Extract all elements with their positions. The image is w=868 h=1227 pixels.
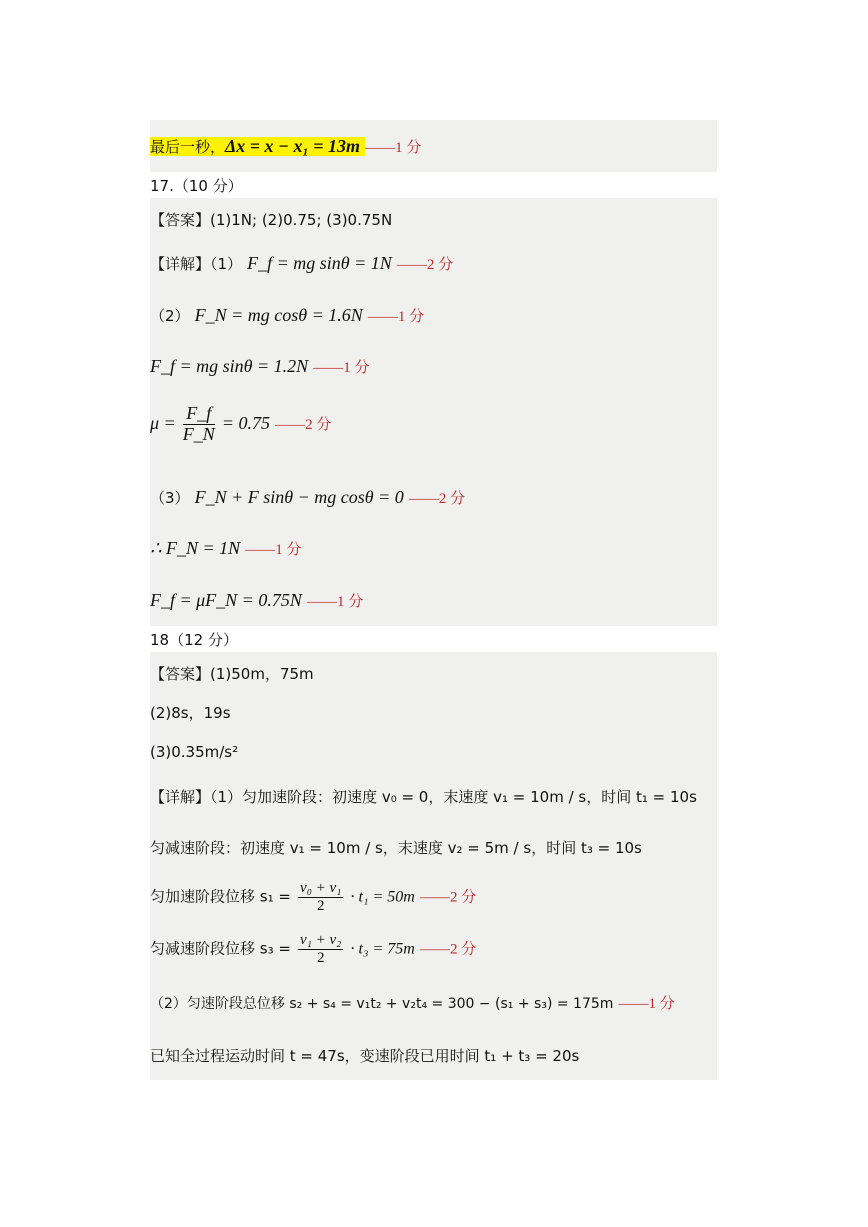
score-mark: ——1 分 (245, 542, 302, 558)
q18-detail-1: 【详解】（1）匀加速阶段：初速度 v₀ = 0，末速度 v₁ = 10m / s，时间 t₁ = 10s (150, 788, 697, 806)
score-mark: ——1 分 (618, 996, 675, 1012)
fraction-numerator: F_f (183, 404, 215, 425)
q17-detail-1-formula: F_f = mg sinθ = 1N (247, 253, 392, 273)
fraction-numerator: v₁ + v₂ (300, 932, 342, 948)
q17-detail-1-prefix: 【详解】（1） (150, 255, 243, 273)
q18-detail-3-result: · t₁ = 50m (350, 888, 415, 906)
q17-detail-6 (150, 538, 301, 560)
q18-header: 18（12 分） (150, 631, 238, 649)
decel-velocity-fraction (298, 932, 343, 966)
score-mark: ——1 分 (306, 594, 364, 610)
q18-detail-2: 匀减速阶段：初速度 v₁ = 10m / s，末速度 v₂ = 5m / s，时间 t₃ = 10s (150, 839, 642, 857)
q17-detail-2-formula: F_N = mg cosθ = 1.6N (194, 305, 363, 325)
q17-answer: 【答案】(1)1N; (2)0.75; (3)0.75N (150, 211, 393, 229)
q18-detail-4 (150, 932, 476, 966)
accel-velocity-fraction (298, 880, 343, 914)
q17-detail-4 (150, 404, 331, 445)
q17-detail-2-prefix: （2） (150, 307, 190, 325)
q17-detail-6-formula: ∴ F_N = 1N (150, 538, 241, 558)
q17-detail-3-formula: F_f = mg sinθ = 1.2N (150, 356, 309, 376)
score-mark: ——2 分 (408, 491, 466, 507)
score-mark: ——1 分 (365, 140, 422, 156)
q18-detail-3-prefix: 匀加速阶段位移 s₁ = (150, 887, 291, 906)
q18-detail-6: 已知全过程运动时间 t = 47s，变速阶段已用时间 t₁ + t₃ = 20s (150, 1047, 580, 1065)
q17-detail-5 (150, 487, 465, 509)
q18-detail-4-result: · t₃ = 75m (350, 940, 415, 958)
fraction-denominator: F_N (182, 423, 215, 444)
q17-detail-5-prefix: （3） (150, 489, 190, 507)
q18-answer-3: (3)0.35m/s² (150, 743, 239, 761)
friction-ratio-fraction (183, 404, 215, 445)
fraction-numerator: v₀ + v₁ (300, 880, 342, 896)
q18-answer-1: 【答案】(1)50m，75m (150, 665, 314, 683)
q18-detail-5-text: （2）匀速阶段总位移 s₂ + s₄ = v₁t₂ + v₂t₄ = 300 − (s₁ + s₃) = 175m (150, 996, 614, 1012)
score-mark: ——2 分 (419, 889, 477, 906)
last-second-line (150, 136, 421, 158)
fraction-denominator: 2 (316, 949, 325, 966)
q17-header: 17.（10 分） (150, 177, 243, 195)
q17-detail-1 (150, 253, 453, 275)
q18-detail-4-prefix: 匀减速阶段位移 s₃ = (150, 939, 291, 958)
q18-detail-3 (150, 880, 476, 914)
q17-detail-5-formula: F_N + F sinθ − mg cosθ = 0 (194, 487, 404, 507)
q17-detail-7-formula: F_f = μF_N = 0.75N (150, 590, 302, 610)
last-second-prefix: 最后一秒， (150, 138, 226, 156)
q17-detail-2 (150, 305, 424, 327)
q17-detail-7 (150, 590, 363, 612)
last-second-formula: Δx = x − x₁ = 13m (225, 136, 360, 156)
shaded-block-q18 (150, 652, 717, 1080)
score-mark: ——1 分 (367, 309, 425, 325)
q18-answer-2: (2)8s，19s (150, 704, 231, 722)
fraction-denominator: 2 (316, 897, 325, 914)
score-mark: ——2 分 (419, 941, 477, 958)
score-mark: ——2 分 (396, 257, 454, 273)
score-mark: ——1 分 (313, 360, 370, 376)
score-mark: ——2 分 (275, 416, 332, 433)
mu-symbol: μ = (150, 412, 176, 433)
q17-detail-3 (150, 356, 370, 378)
mu-result: = 0.75 (221, 412, 271, 433)
q18-detail-5 (150, 993, 675, 1014)
